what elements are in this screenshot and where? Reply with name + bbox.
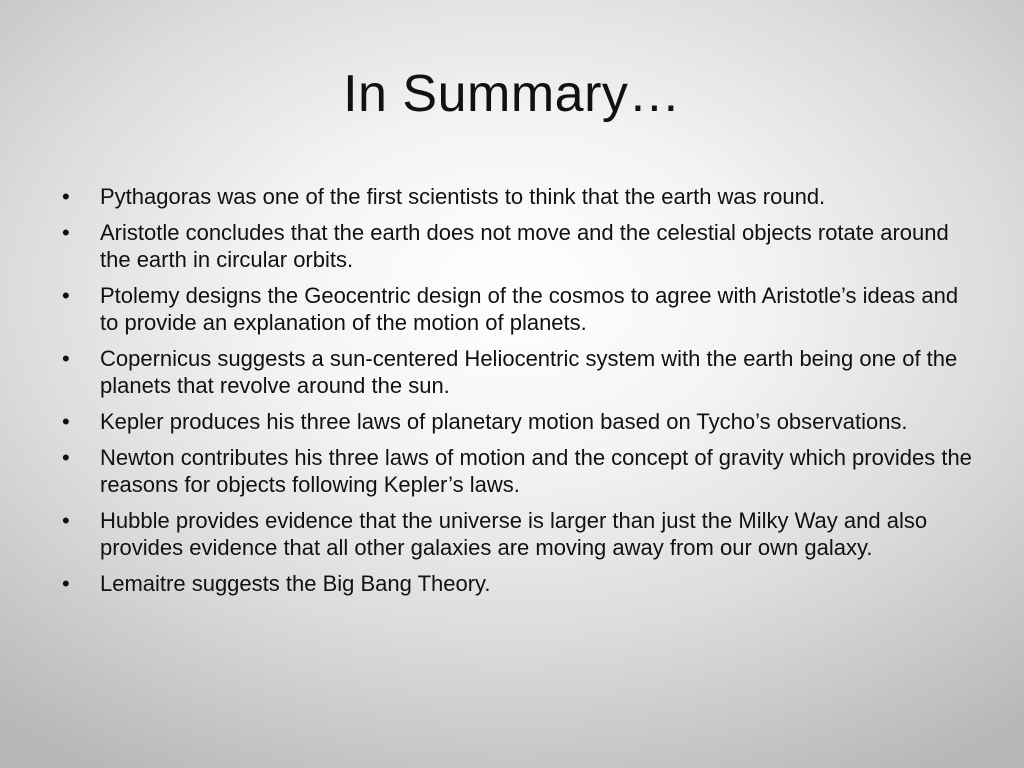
bullet-marker: •: [62, 184, 70, 209]
bullet-text: Ptolemy designs the Geocentric design of the cosmos to agree with Aristotle’s ideas and to provide an explanation of the motion of planets.: [100, 283, 959, 335]
bullet-text: Kepler produces his three laws of planetary motion based on Tycho’s observations.: [100, 409, 908, 434]
bullet-item: [62, 570, 972, 597]
bullet-text: Pythagoras was one of the first scientists to think that the earth was round.: [100, 184, 826, 209]
bullet-marker: •: [62, 508, 70, 533]
slide-title: In Summary…: [343, 65, 681, 123]
bullet-item: [62, 183, 972, 210]
bullet-marker: •: [62, 571, 70, 596]
bullet-marker: •: [62, 409, 70, 434]
bullet-text: Newton contributes his three laws of motion and the concept of gravity which provides the reasons for objects following Kepler’s laws.: [100, 445, 972, 497]
bullet-item: [62, 282, 972, 336]
bullet-item: [62, 219, 972, 273]
bullet-item: [62, 444, 972, 498]
bullet-marker: •: [62, 283, 70, 308]
bullet-item: [62, 507, 972, 561]
bullet-marker: •: [62, 445, 70, 470]
bullet-text: Copernicus suggests a sun-centered Heliocentric system with the earth being one of the planets that revolve around the sun.: [100, 346, 958, 398]
bullet-item: [62, 408, 972, 435]
bullet-marker: •: [62, 220, 70, 245]
bullet-item: [62, 345, 972, 399]
bullet-text: Hubble provides evidence that the universe is larger than just the Milky Way and also provides evidence that all other galaxies are moving away from our own galaxy.: [100, 508, 928, 560]
bullet-marker: •: [62, 346, 70, 371]
bullet-text: Lemaitre suggests the Big Bang Theory.: [100, 571, 491, 596]
bullet-text: Aristotle concludes that the earth does not move and the celestial objects rotate around the earth in circular orbits.: [100, 220, 949, 272]
bullet-list: [62, 183, 972, 606]
